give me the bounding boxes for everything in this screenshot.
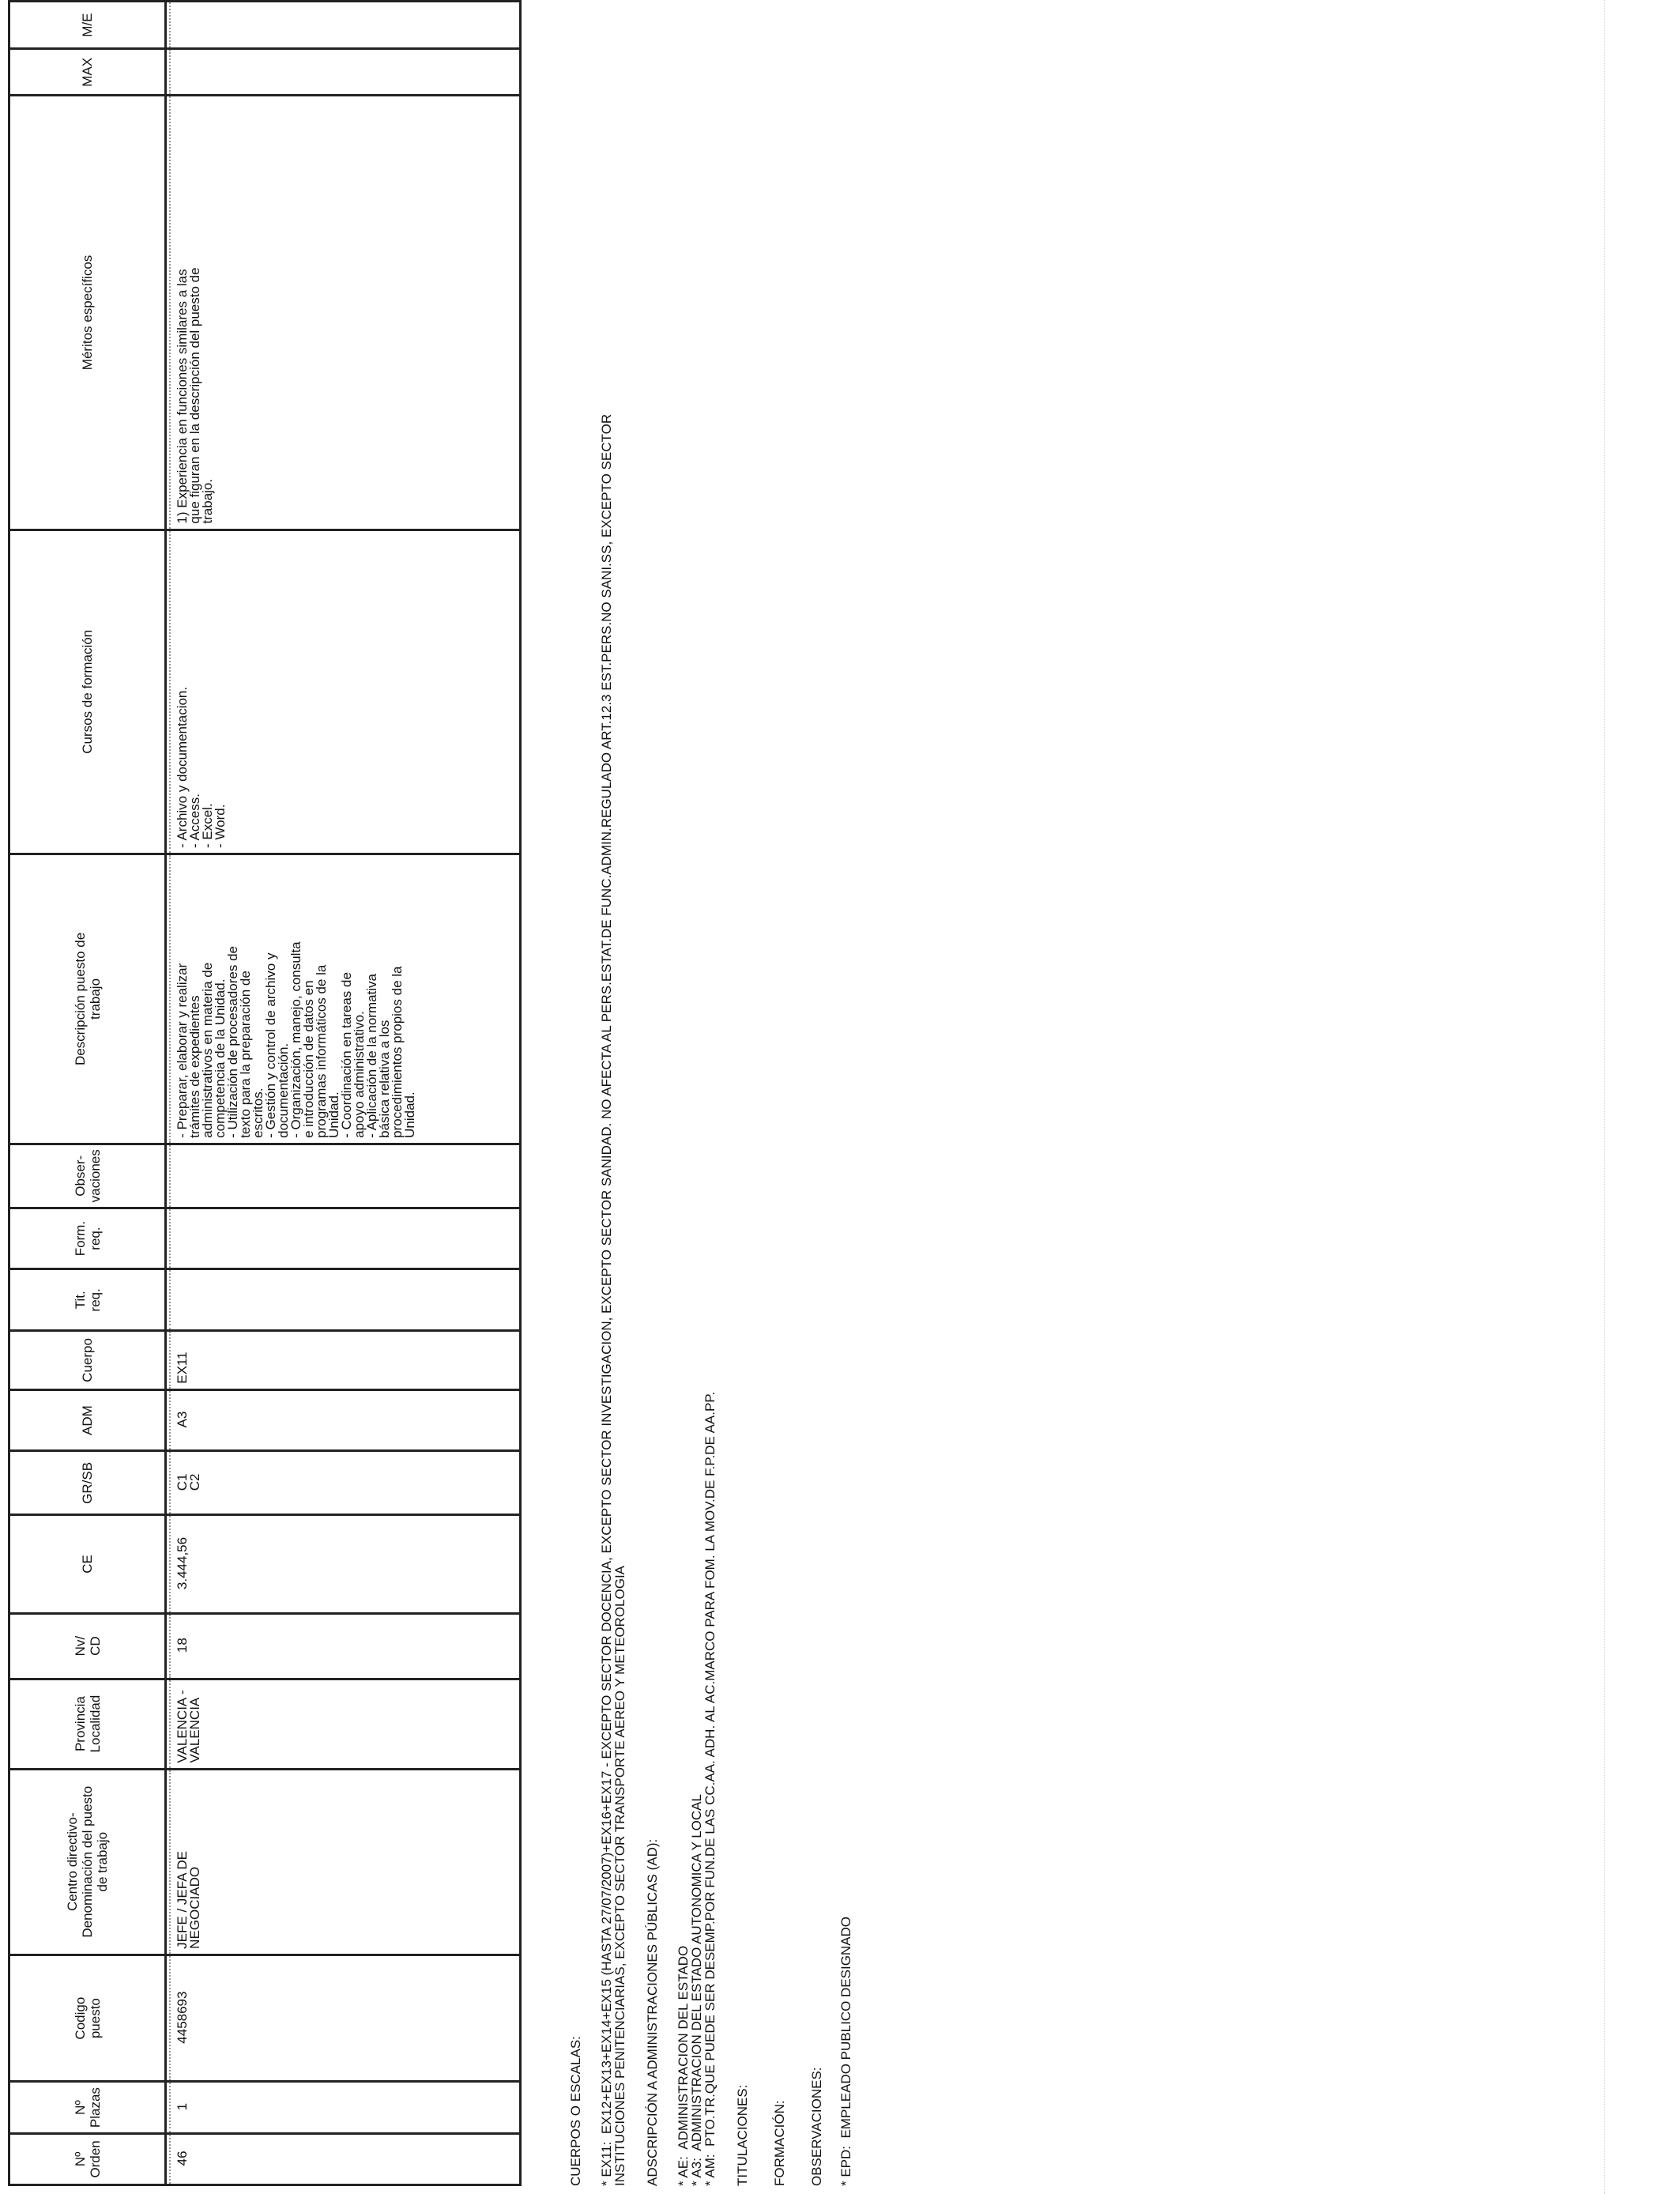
cell-tit-req bbox=[166, 1269, 521, 1331]
legend-titulaciones bbox=[736, 447, 749, 2186]
cuerpos-ex11-line1: * EX11: EX12+EX13+EX14+EX15 (HASTA 27/07/2007)+EX16+EX17 - EXCEPTO SECTOR DOCENCIA, EXCEPTO SECTOR INVESTIGACION, EXCEPTO SECTOR SANIDAD. NO AFECTA AL PERS.ESTAT.DE FUNC.ADMIN.REGULADO ART.12.3 EST.PERS.NO SANI.SS, EXCEPTO SECTOR bbox=[599, 413, 614, 2186]
header-descripcion: Descripción puesto de trabajo bbox=[9, 854, 166, 1144]
formacion-title: FORMACIÓN: bbox=[772, 2100, 787, 2186]
cuerpos-title: CUERPOS O ESCALAS: bbox=[568, 2036, 583, 2186]
job-posts-table bbox=[8, 0, 522, 2186]
cell-centro-directivo: JEFE / JEFA DE NEGOCIADO bbox=[166, 1769, 521, 1955]
header-meritos-especificos: Méritos específicos bbox=[9, 96, 166, 530]
header-me: M/E bbox=[9, 2, 166, 49]
adscripcion-ae: * AE: ADMINISTRACION DEL ESTADO bbox=[676, 1945, 691, 2186]
header-nv-cd: Nv/ CD bbox=[9, 1613, 166, 1679]
header-tit-req: Tit. req. bbox=[9, 1269, 166, 1331]
header-gr-sb: GR/SB bbox=[9, 1451, 166, 1515]
cell-ce: 3.444,56 bbox=[166, 1515, 521, 1613]
cell-codigo-puesto: 4458693 bbox=[166, 1955, 521, 2082]
legend-observaciones bbox=[810, 447, 853, 2186]
header-cuerpo: Cuerpo bbox=[9, 1331, 166, 1390]
cell-descripcion: - Preparar, elaborar y realizar trámites de expedientes administrativos en materia de competencia de la Unidad. - Utilización de procesadores de texto para la preparación de escritos. - Gestión y control de archivo y documentación. - Organización, manejo, consulta e introducción de datos en programas informáticos de la Unidad. - Coordinación en tareas de apoyo administrativo. - Aplicación de la normativa básica relativa a los procedimientos propios de la Unidad. bbox=[166, 854, 521, 1144]
header-provincia-localidad: Provincia Localidad bbox=[9, 1679, 166, 1769]
header-form-req: Form. req. bbox=[9, 1208, 166, 1269]
header-centro-directivo: Centro directivo- Denominación del puesto de trabajo bbox=[9, 1769, 166, 1955]
header-codigo-puesto: Codigo puesto bbox=[9, 1955, 166, 2082]
header-observaciones: Obser- vaciones bbox=[9, 1144, 166, 1208]
legend-formacion bbox=[773, 447, 786, 2186]
header-adm: ADM bbox=[9, 1389, 166, 1451]
cell-nv-cd: 18 bbox=[166, 1613, 521, 1679]
cell-max bbox=[166, 49, 521, 96]
cell-cursos-formacion: - Archivo y documentacion. - Access. - Excel. - Word. bbox=[166, 530, 521, 854]
legend-cuerpos bbox=[568, 413, 627, 2186]
cell-form-req bbox=[166, 1208, 521, 1269]
adscripcion-a3: * A3: ADMINISTRACION DEL ESTADO AUTONOMICA Y LOCAL bbox=[689, 1794, 704, 2186]
cell-gr-sb: C1 C2 bbox=[166, 1451, 521, 1515]
table-row bbox=[166, 2, 521, 2185]
adscripcion-am: * AM: PTO.TR.QUE PUEDE SER DESEMP.POR FUN.DE LAS CC.AA. ADH. AL AC.MARCO PARA FOM. LA MOV.DE F.P.DE AA.PP. bbox=[703, 1391, 718, 2186]
cuerpos-ex11-line2: INSTITUCIONES PENITENCIARIAS, EXCEPTO SECTOR TRANSPORTE AEREO Y METEOROLOGIA bbox=[612, 1565, 627, 2186]
cell-n-plazas: 1 bbox=[166, 2082, 521, 2133]
header-max: MAX bbox=[9, 49, 166, 96]
cell-me bbox=[166, 2, 521, 49]
cell-adm: A3 bbox=[166, 1389, 521, 1451]
header-n-orden: Nº Orden bbox=[9, 2133, 166, 2185]
cell-cuerpo: EX11 bbox=[166, 1331, 521, 1390]
observaciones-title: OBSERVACIONES: bbox=[809, 2067, 824, 2186]
table-header-row bbox=[9, 2, 166, 2185]
header-cursos-formacion: Cursos de formación bbox=[9, 530, 166, 854]
cell-n-orden: 46 bbox=[166, 2133, 521, 2185]
legend-adscripcion bbox=[646, 447, 717, 2186]
header-n-plazas: Nº Plazas bbox=[9, 2082, 166, 2133]
titulaciones-title: TITULACIONES: bbox=[735, 2084, 750, 2186]
cell-provincia-localidad: VALENCIA - VALENCIA bbox=[166, 1679, 521, 1769]
faint-divider bbox=[1604, 0, 1605, 2194]
header-ce: CE bbox=[9, 1515, 166, 1613]
cell-observaciones bbox=[166, 1144, 521, 1208]
adscripcion-title: ADSCRIPCIÓN A ADMINISTRACIONES PÚBLICAS (AD): bbox=[645, 1838, 660, 2186]
cell-meritos-especificos: 1) Experiencia en funciones similares a las que figuran en la descripción del puesto de trabajo. bbox=[166, 96, 521, 530]
observaciones-epd: * EPD: EMPLEADO PUBLICO DESIGNADO bbox=[838, 1916, 853, 2186]
legend bbox=[568, 413, 872, 2186]
